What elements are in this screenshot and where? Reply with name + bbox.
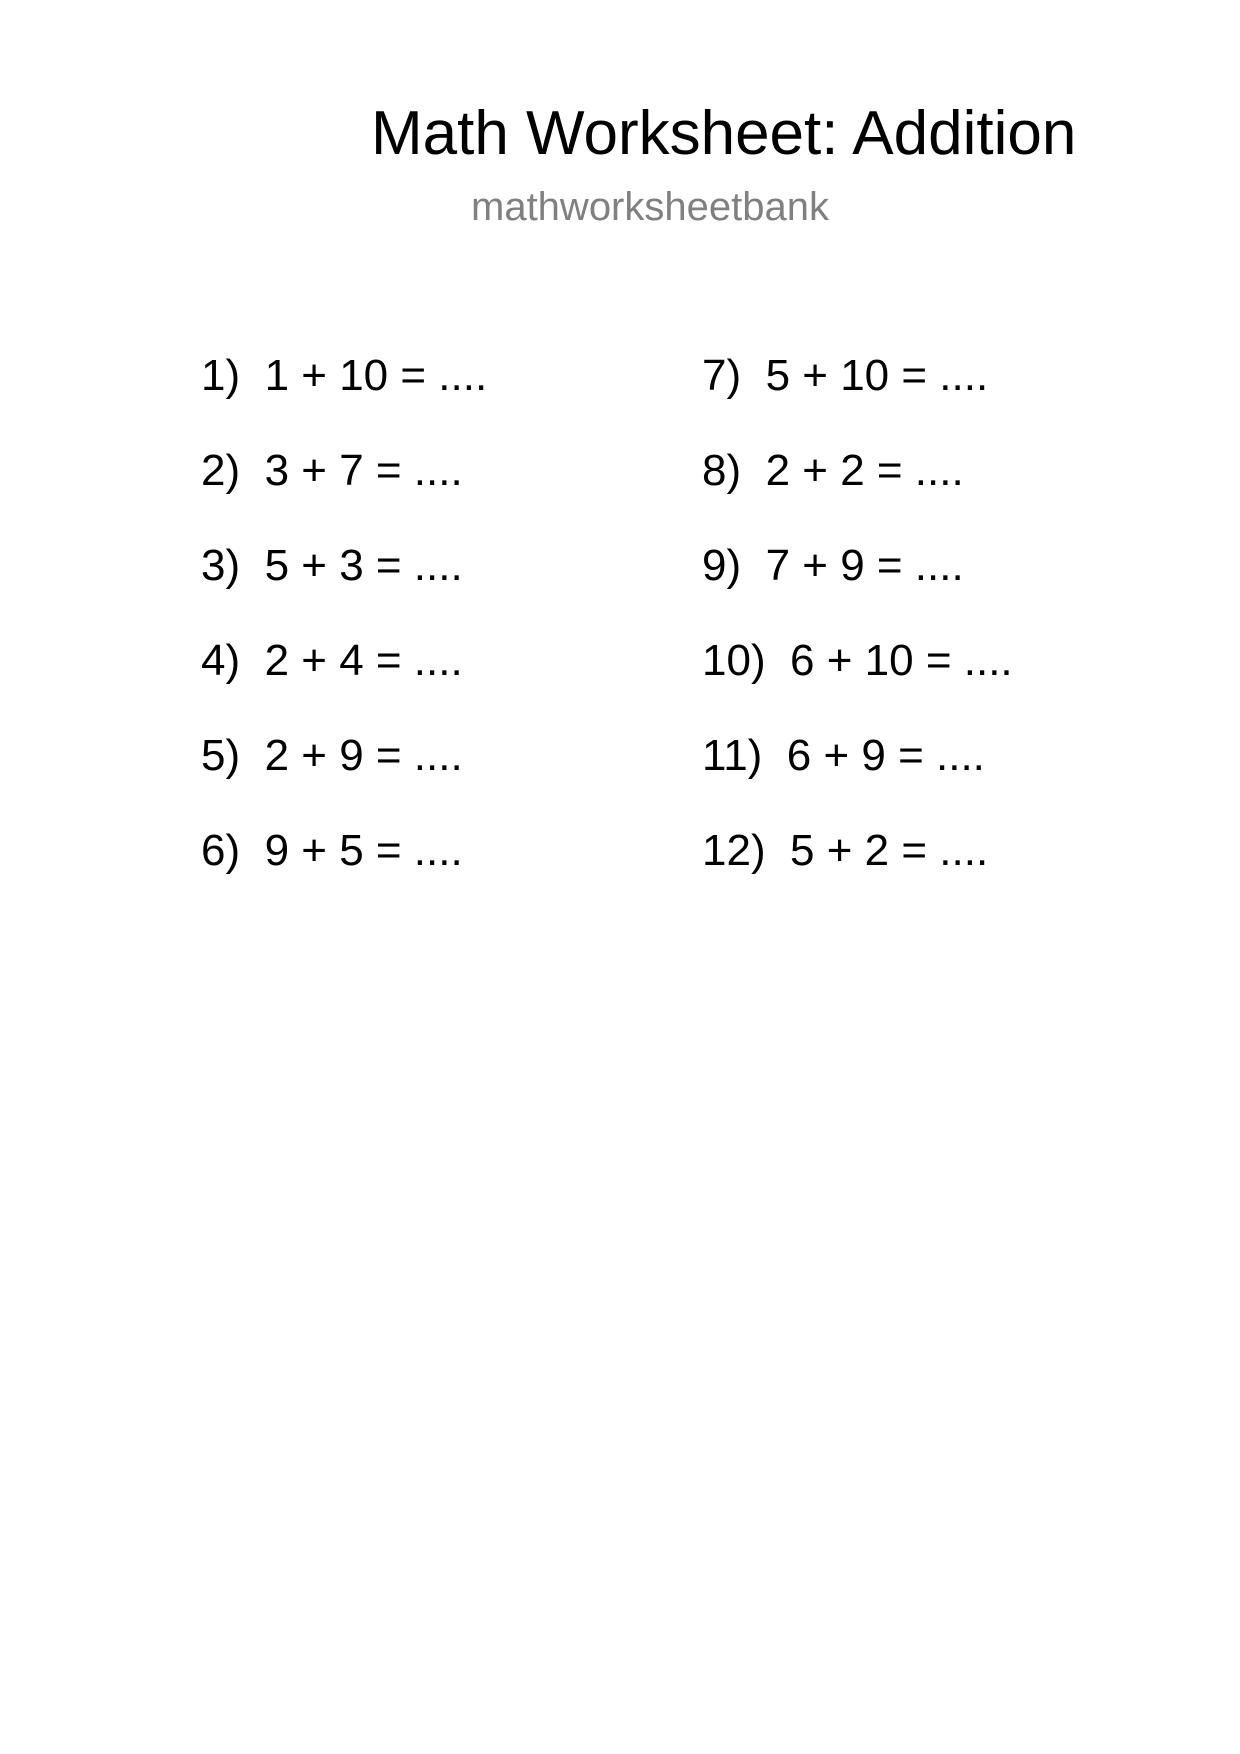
problem-expression: 5 + 3 = .... xyxy=(264,541,463,590)
problem-number: 7) xyxy=(702,351,742,400)
problem-item xyxy=(201,826,463,876)
problem-number: 2) xyxy=(201,446,241,495)
problem-expression: 5 + 10 = .... xyxy=(765,351,989,400)
problem-expression: 5 + 2 = .... xyxy=(790,826,989,875)
problem-item xyxy=(201,541,463,591)
problem-item xyxy=(702,446,964,496)
problem-item xyxy=(702,351,988,401)
problem-expression: 7 + 9 = .... xyxy=(765,541,964,590)
problem-number: 4) xyxy=(201,636,241,685)
problem-number: 9) xyxy=(702,541,742,590)
problem-expression: 6 + 10 = .... xyxy=(790,636,1013,685)
problem-number: 3) xyxy=(201,541,241,590)
worksheet-title: Math Worksheet: Addition xyxy=(371,99,1077,168)
problem-number: 1) xyxy=(201,351,241,400)
problem-number: 8) xyxy=(702,446,742,495)
problem-item xyxy=(201,731,463,781)
problem-number: 12) xyxy=(702,826,766,875)
problem-number: 5) xyxy=(201,731,241,780)
problem-number: 10) xyxy=(702,636,766,685)
problem-expression: 2 + 9 = .... xyxy=(264,731,463,780)
problem-item xyxy=(201,446,463,496)
problem-expression: 6 + 9 = .... xyxy=(786,731,985,780)
problem-item xyxy=(201,351,487,401)
worksheet-source: mathworksheetbank xyxy=(471,185,829,229)
problem-item xyxy=(201,636,463,686)
problem-number: 11) xyxy=(702,731,763,780)
problem-number: 6) xyxy=(201,826,241,875)
problem-expression: 1 + 10 = .... xyxy=(264,351,488,400)
problem-expression: 9 + 5 = .... xyxy=(264,826,463,875)
problem-item xyxy=(702,541,964,591)
problem-item xyxy=(702,636,1013,686)
problem-expression: 2 + 4 = .... xyxy=(264,636,463,685)
problem-item xyxy=(702,731,985,781)
problem-expression: 3 + 7 = .... xyxy=(264,446,463,495)
problem-item xyxy=(702,826,988,876)
problem-expression: 2 + 2 = .... xyxy=(765,446,964,495)
